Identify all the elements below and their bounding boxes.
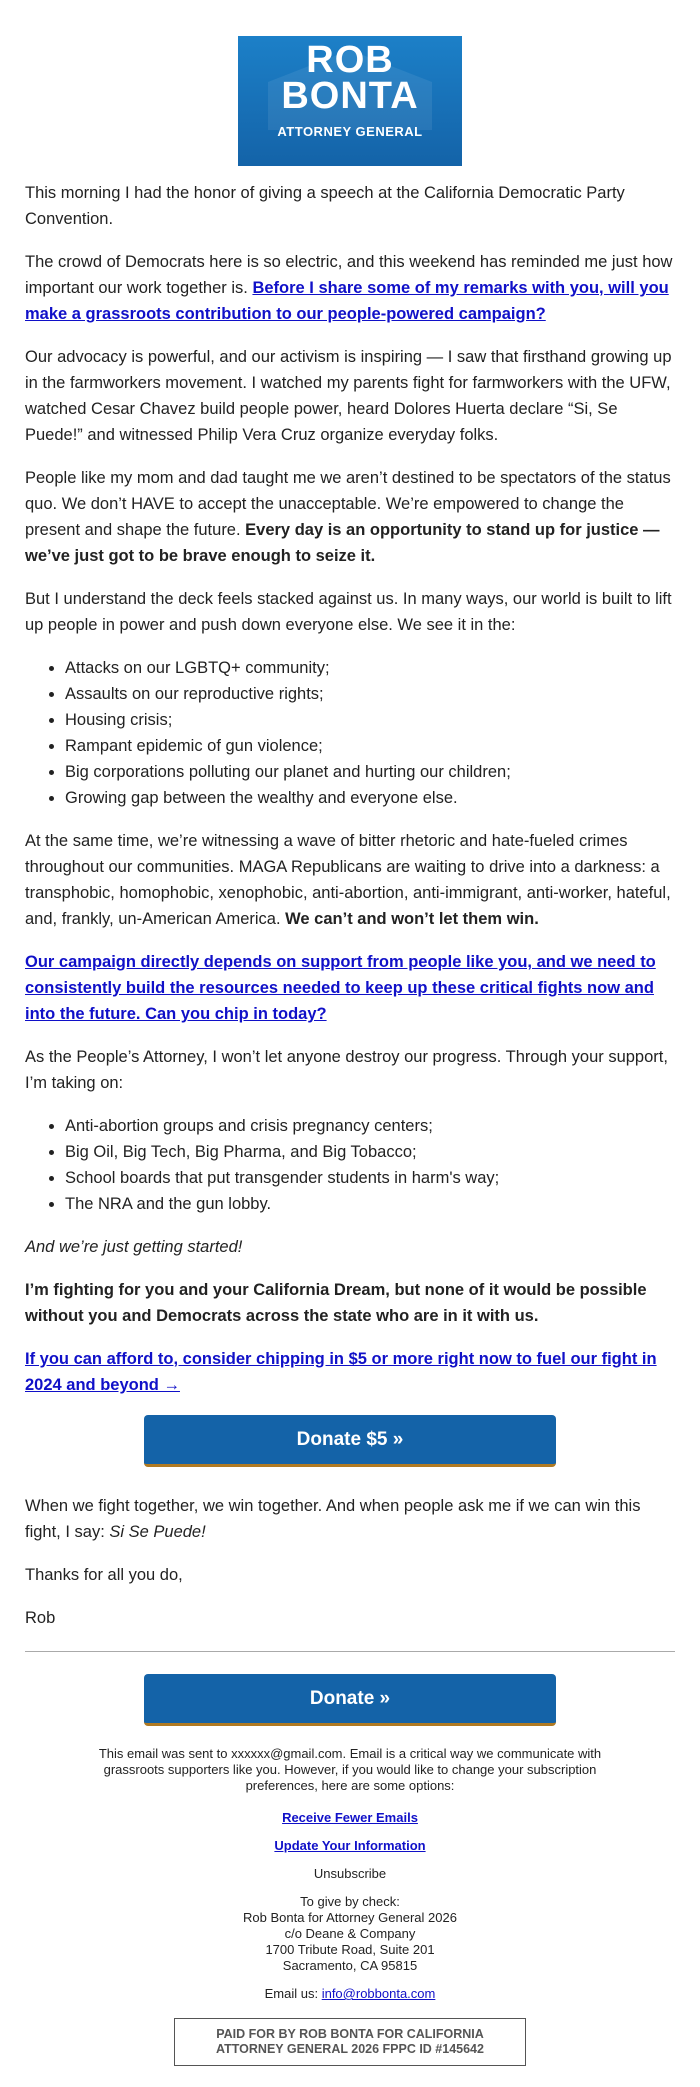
footer-email (25, 1986, 675, 2002)
check-address-line: 1700 Tribute Road, Suite 201 (265, 1942, 435, 1957)
donate-row (25, 1674, 675, 1726)
paragraph-4-bold: Every day is an opportunity to stand up for justice — we’ve just got to be brave enough to seize it. (25, 521, 660, 565)
paragraph-1: This morning I had the honor of giving a speech at the California Democratic Party Convention. (25, 184, 625, 228)
list-item: • Anti-abortion groups and crisis pregnancy centers; (65, 1113, 675, 1139)
check-address (25, 1894, 675, 1974)
paragraph-6-bold: We can’t and won’t let them win. (285, 910, 539, 928)
paragraph-2-text: The crowd of Democrats here is so electric, and this weekend has reminded me just how important our work together is. (25, 253, 673, 297)
paragraph-7 (25, 949, 675, 1027)
logo-line-3: ATTORNEY GENERAL (277, 124, 423, 139)
taking-on-list (25, 1113, 675, 1217)
list-item: • Big corporations polluting our planet and hurting our children; (65, 759, 675, 785)
list-item: • School boards that put transgender students in harm's way; (65, 1165, 675, 1191)
donate-button[interactable]: Donate » (144, 1674, 556, 1726)
paragraph-12-text: When we fight together, we win together. And when people ask me if we can win this fight, I say: (25, 1497, 641, 1541)
contribution-link-2[interactable]: Our campaign directly depends on support from people like you, and we need to consistently build the resources needed to keep up these critical fights now and into the future. Can you chip in today? (25, 953, 656, 1023)
paragraph-8: As the People’s Attorney, I won’t let anyone destroy our progress. Through your support, I’m taking on: (25, 1048, 668, 1092)
email-label: Email us: (264, 1986, 322, 2001)
paragraph-4 (25, 465, 675, 569)
logo-line-1: ROB (306, 39, 394, 81)
list-item: • Housing crisis; (65, 707, 675, 733)
issues-list (25, 655, 675, 811)
paragraph-12-italic: Si Se Puede! (109, 1523, 206, 1541)
list-item: • Rampant epidemic of gun violence; (65, 733, 675, 759)
paragraph-9 (25, 1234, 675, 1260)
paragraph-11 (25, 1346, 675, 1398)
donate-5-row (25, 1415, 675, 1467)
donate-5-button[interactable]: Donate $5 » (144, 1415, 556, 1467)
email-link[interactable]: info@robbonta.com (321, 1986, 436, 2001)
update-information-link[interactable]: Update Your Information (274, 1838, 426, 1853)
contribution-link-3[interactable]: If you can afford to, consider chipping in $5 or more right now to fuel our fight in 2024 and beyond → (25, 1350, 657, 1394)
list-item: • Big Oil, Big Tech, Big Pharma, and Big Tobacco; (65, 1139, 675, 1165)
receive-fewer-emails-link[interactable]: Receive Fewer Emails (282, 1810, 418, 1825)
paragraph-4-text: People like my mom and dad taught me we aren’t destined to be spectators of the status quo. We don’t HAVE to accept the unacceptable. We’re empowered to change the present and shape the future. (25, 469, 671, 539)
paragraph-9-italic: And we’re just getting started! (25, 1238, 243, 1256)
unsubscribe-link[interactable]: Unsubscribe (313, 1866, 387, 1881)
paragraph-2 (25, 249, 675, 327)
footer-fine-print: This email was sent to xxxxxx@gmail.com. Email is a critical way we communicate with grassroots supporters like you. However, if you would like to change your subscription preferences, here are some options: (98, 1746, 602, 1793)
list-item: • Growing gap between the wealthy and everyone else. (65, 785, 675, 811)
paragraph-10-bold: I’m fighting for you and your California Dream, but none of it would be possible without you and Democrats across the state who are in it with us. (25, 1281, 647, 1325)
paragraph-13: Thanks for all you do, (25, 1566, 183, 1584)
paid-for-disclaimer: PAID FOR BY ROB BONTA FOR CALIFORNIA ATTORNEY GENERAL 2026 FPPC ID #145642 (174, 2018, 526, 2066)
paragraph-12 (25, 1493, 675, 1545)
check-address-line: c/o Deane & Company (284, 1926, 416, 1941)
paragraph-6 (25, 828, 675, 932)
footer-divider (25, 1651, 675, 1652)
list-item: • The NRA and the gun lobby. (65, 1191, 675, 1217)
list-item: • Attacks on our LGBTQ+ community; (65, 655, 675, 681)
signature: Rob (25, 1609, 56, 1627)
footer (25, 1746, 675, 2066)
paragraph-10 (25, 1277, 675, 1329)
check-address-line: To give by check: (300, 1894, 400, 1909)
paragraph-6-text: At the same time, we’re witnessing a wave of bitter rhetoric and hate-fueled crimes throughout our communities. MAGA Republicans are waiting to drive into a darkness: a transphobic, homophobic, xenophobic, anti-abortion, anti-immigrant, anti-worker, hateful, and, frankly, un-American America. (25, 832, 671, 928)
paragraph-3: Our advocacy is powerful, and our activism is inspiring — I saw that firsthand growing up in the farmworkers movement. I watched my parents fight for farmworkers with the UFW, watched Cesar Chavez build people power, heard Dolores Huerta declare “Si, Se Puede!” and witnessed Philip Vera Cruz organize everyday folks. (25, 348, 672, 444)
logo-line-2: BONTA (281, 75, 419, 117)
check-address-line: Sacramento, CA 95815 (282, 1958, 418, 1973)
header-logo-row (25, 0, 675, 180)
check-address-line: Rob Bonta for Attorney General 2026 (243, 1910, 457, 1925)
contribution-link-1[interactable]: Before I share some of my remarks with you, will you make a grassroots contribution to our people-powered campaign? (25, 279, 669, 323)
campaign-logo[interactable] (238, 36, 462, 166)
paragraph-5: But I understand the deck feels stacked against us. In many ways, our world is built to lift up people in power and push down everyone else. We see it in the: (25, 590, 672, 634)
list-item: • Assaults on our reproductive rights; (65, 681, 675, 707)
